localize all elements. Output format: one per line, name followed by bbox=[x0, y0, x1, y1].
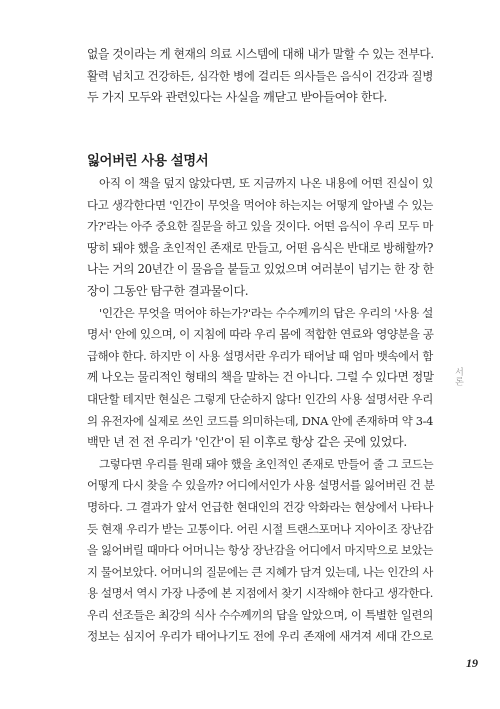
text-line: 께 나오는 물리적인 형태의 책을 말하는 건 아니다. 그럴 수 있다면 정말 bbox=[87, 370, 434, 385]
text-line: '인간은 무엇을 먹어야 하는가?'라는 수수께끼의 답은 우리의 '사용 설 bbox=[99, 305, 434, 320]
text-line: 장이 그동안 탐구한 결과물이다. bbox=[87, 283, 249, 298]
text-line: 아직 이 책을 덮지 않았다면, 또 지금까지 나온 내용에 어떤 진실이 있 bbox=[99, 176, 433, 190]
text-line: 대단할 테지만 현실은 그렇게 단순하지 않다! 인간의 사용 설명서란 우리 bbox=[87, 391, 434, 406]
text-line: 명서' 안에 있으며, 이 지침에 따라 우리 몸에 적합한 연료와 영양분을 공 bbox=[87, 327, 434, 342]
text-line: 활력 넘치고 건강하든, 심각한 병에 걸리든 의사들은 음식이 건강과 질병 bbox=[87, 68, 433, 83]
text-line: 우리 선조들은 최강의 식사 수수께끼의 답을 알았으며, 이 특별한 일련의 bbox=[87, 607, 433, 622]
top-paragraph bbox=[87, 44, 433, 109]
text-line: 백만 년 전 전 우리가 '인간'이 된 이후로 항상 같은 곳에 있었다. bbox=[87, 435, 407, 450]
text-line: 나는 거의 20년간 이 물음을 붙들고 있었으며 여러분이 넘기는 한 장 한 bbox=[87, 262, 434, 277]
text-line: 용 설명서 역시 가장 나중에 본 지점에서 찾기 시작해야 한다고 생각한다. bbox=[87, 586, 433, 601]
text-line: 땅히 돼야 했을 초인적인 존재로 만들고, 어떤 음식은 반대로 방해할까? bbox=[87, 240, 433, 255]
text-line: 듯 현재 우리가 받는 고통이다. 어린 시절 트랜스포머나 지아이조 장난감 bbox=[87, 521, 433, 536]
text-line: 급해야 한다. 하지만 이 사용 설명서란 우리가 태어날 때 엄마 뱃속에서 함 bbox=[87, 349, 433, 363]
text-line: 없을 것이라는 게 현재의 의료 시스템에 대해 내가 말할 수 있는 전부다. bbox=[87, 47, 434, 61]
text-line: 정보는 심지어 우리가 태어나기도 전에 우리 존재에 새겨져 세대 간으로 bbox=[87, 629, 433, 644]
text-line: 다고 생각한다면 '인간이 무엇을 먹어야 하는지는 어떻게 알아낼 수 있는 bbox=[87, 197, 433, 212]
text-line: 의 유전자에 실제로 쓰인 코드를 의미하는데, DNA 안에 존재하며 약 3-4 bbox=[87, 413, 433, 428]
text-line: 을 잃어버릴 때마다 어머니는 항상 장난감을 어디에서 마지막으로 보았는 bbox=[87, 543, 433, 558]
text-line: 명하다. 그 결과가 앞서 언급한 현대인의 건강 악화라는 현상에서 나타나 bbox=[87, 499, 433, 514]
text-line: 어떻게 다시 찾을 수 있을까? 어디에서인가 사용 설명서를 잃어버린 건 분 bbox=[87, 478, 435, 493]
chapter-side-label: 서론 bbox=[453, 367, 463, 386]
body-text bbox=[87, 173, 433, 648]
text-line: 두 가지 모두와 관련있다는 사실을 깨닫고 받아들여야 한다. bbox=[87, 90, 387, 105]
page-number: 19 bbox=[466, 656, 478, 670]
text-line: 그렇다면 우리를 원래 돼야 했을 초인적인 존재로 만들어 줄 그 코드는 bbox=[99, 456, 434, 471]
section-heading: 잃어버린 사용 설명서 bbox=[87, 154, 209, 169]
text-line: 지 물어보았다. 어머니의 질문에는 큰 지혜가 담겨 있는데, 나는 인간의 사 bbox=[87, 565, 433, 579]
text-line: 가?'라는 아주 중요한 질문을 하고 있을 것이다. 어떤 음식이 우리 모두 마 bbox=[87, 219, 434, 234]
